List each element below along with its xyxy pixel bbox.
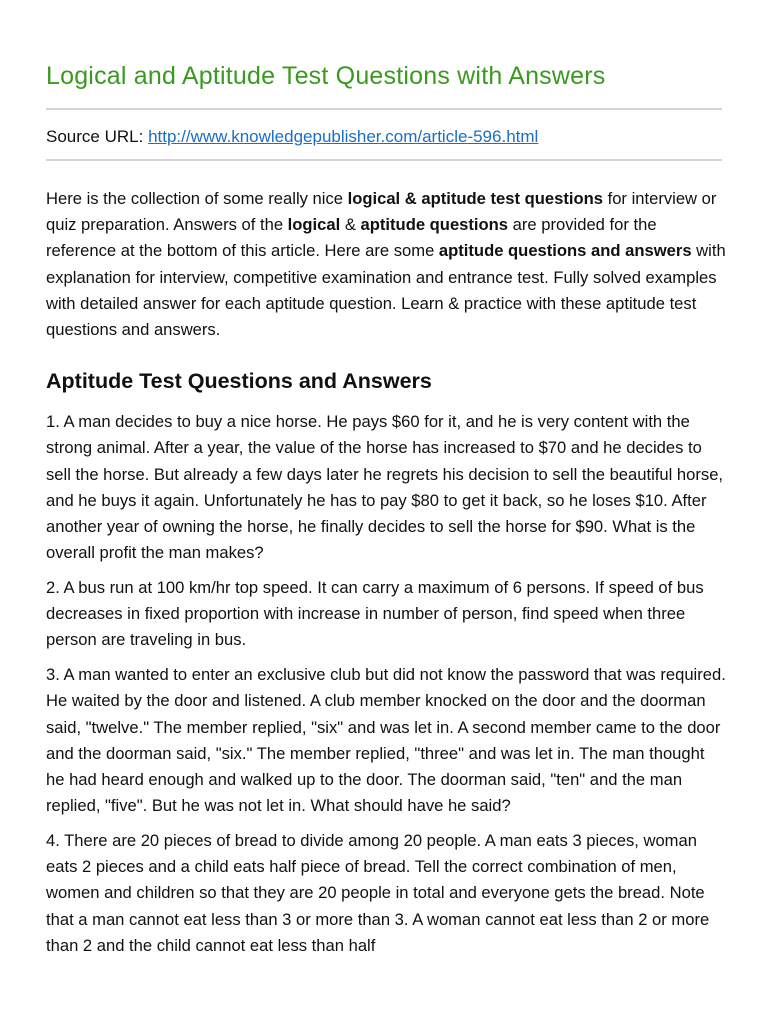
intro-bold-3: aptitude questions <box>360 215 509 235</box>
intro-paragraph <box>46 186 726 343</box>
intro-text-2: for interview or quiz preparation. Answers of the <box>46 189 717 235</box>
source-line <box>46 127 538 147</box>
question-2: 2. A bus run at 100 km/hr top speed. It can carry a maximum of 6 persons. If speed of bus decreases in fixed proportion with increase in number of person, find speed when three person are traveling in bus. <box>46 578 704 650</box>
intro-text-1: Here is the collection of some really nice <box>46 189 348 208</box>
question-3: 3. A man wanted to enter an exclusive club but did not know the password that was required. He waited by the door and listened. A club member knocked on the door and the doorman said, "twelve." The member replied, "six" and was let in. A second member came to the door and the doorman said, "six." The member replied, "three" and was let in. The man thought he had heard enough and walked up to the door. The doorman said, "ten" and the man replied, "five". But he was not let in. What should have he said? <box>46 665 726 816</box>
section-heading: Aptitude Test Questions and Answers <box>46 369 432 394</box>
question-1: 1. A man decides to buy a nice horse. He pays $60 for it, and he is very content with the strong animal. After a year, the value of the horse has increased to $70 and he decides to sell the horse. But already a few days later he regrets his decision to sell the beautiful horse, and he buys it again. Unfortunately he has to pay $80 to get it back, so he loses $10. After another year of owning the horse, he finally decides to sell the horse for $90. What is the overall profit the man makes? <box>46 412 724 563</box>
intro-text-5: with explanation for interview, competitive examination and entrance test. Fully solved examples with detailed answer for each aptitude question. Learn & practice with these aptitude test questions and answers. <box>46 241 726 340</box>
article-body <box>46 186 726 968</box>
intro-text-4: are provided for the reference at the bottom of this article. Here are some <box>46 215 657 261</box>
intro-bold-1: logical & aptitude test questions <box>347 189 603 208</box>
source-label: Source URL: <box>46 127 144 146</box>
page-title: Logical and Aptitude Test Questions with Answers <box>46 62 606 90</box>
title-divider <box>46 108 722 110</box>
source-url-link[interactable]: http://www.knowledgepublisher.com/article-596.html <box>148 127 539 146</box>
question-4: 4. There are 20 pieces of bread to divide among 20 people. A man eats 3 pieces, woman eats 2 pieces and a child eats half piece of bread. Tell the correct combination of men, women and children so that they are 20 people in total and everyone gets the bread. Note that a man cannot eat less than 3 or more than 3. A woman cannot eat less than 2 or more than 2 and the child cannot eat less than half <box>46 831 710 955</box>
intro-bold-4: aptitude questions and answers <box>438 241 692 261</box>
intro-text-3: & <box>340 215 361 235</box>
source-divider <box>46 159 722 161</box>
intro-bold-2: logical <box>287 215 341 235</box>
